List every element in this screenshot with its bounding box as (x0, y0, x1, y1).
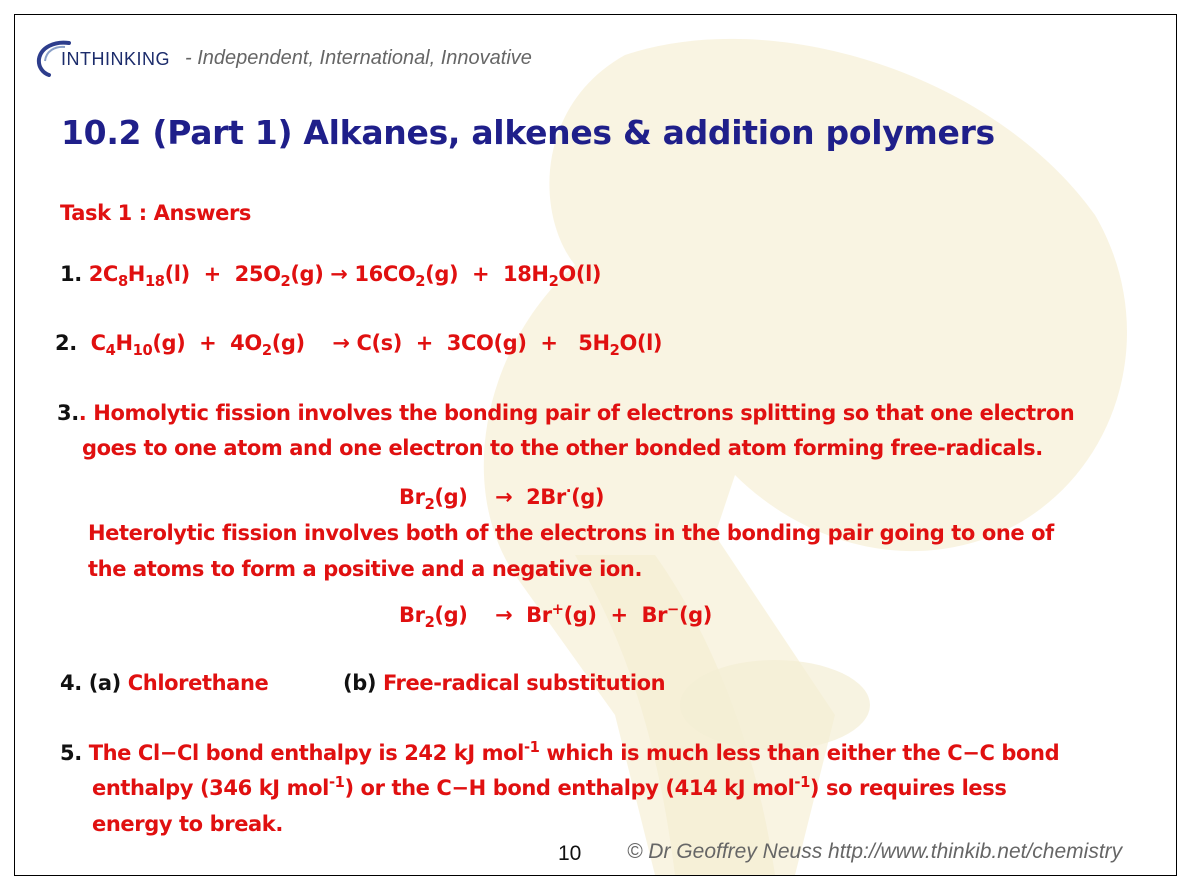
answer-2-number: 2. (55, 331, 77, 355)
task-heading: Task 1 : Answers (60, 201, 251, 225)
copyright-link[interactable]: © Dr Geoffrey Neuss http://www.thinkib.net/chemistry (627, 840, 1123, 863)
logo-text: INTHINKING (61, 49, 171, 69)
answer-5-line-2: enthalpy (346 kJ mol$^{-1}$) or the C−H bond enthalpy (414 kJ mol$^{-1}$) so requires less (92, 774, 1007, 800)
answer-3-heterolytic-line-1: Heterolytic fission involves both of the electrons in the bonding pair going to one of (88, 521, 1054, 545)
answer-3-homolytic-line-1 (57, 401, 1074, 425)
answer-5-line-3: energy to break. (92, 812, 283, 836)
answer-3-homolytic-line-2: goes to one atom and one electron to the other bonded atom forming free-radicals. (82, 436, 1043, 460)
answer-5-line-1: 5. The Cl−Cl bond enthalpy is 242 kJ mol$^{-1}$ which is much less than either the C−C bond (60, 739, 1060, 765)
homolytic-equation: $Br_2(g)$ → 2Br·(g) (399, 483, 605, 514)
answer-3-number: 3. (57, 401, 79, 425)
heterolytic-equation: $Br_2(g)$ → Br+(g) + Br−(g) (399, 601, 712, 632)
answer-5-number: 5. (60, 741, 82, 765)
homolytic-text-1: . Homolytic fission involves the bonding pair of electrons splitting so that one electron (78, 401, 1075, 425)
answer-2 (55, 331, 663, 360)
answer-4a: Chlorethane (127, 671, 269, 695)
answer-4b: Free-radical substitution (382, 671, 666, 695)
incomplete-combustion-equation-butane: $C_4H_{10}(g) + 4O_2(g)$ → $C(s) + 3CO(g) + 5H_2O(l)$ (83, 331, 663, 360)
combustion-equation-octane: $2C_8H_{18}(l) + 25O_2(g) \to 16CO_2(g) + 18H_2O(l)$ (88, 262, 602, 291)
page-title: 10.2 (Part 1) Alkanes, alkenes & addition polymers (61, 113, 995, 152)
answer-1-number: 1. (60, 262, 82, 286)
answer-4 (60, 671, 268, 695)
slide (14, 14, 1177, 876)
answer-4b-label: (b) (343, 671, 377, 695)
page-number: 10 (558, 842, 582, 865)
answer-1 (60, 262, 602, 291)
tagline: - Independent, International, Innovative (185, 47, 532, 69)
answer-3-heterolytic-line-2: the atoms to form a positive and a negative ion. (88, 557, 643, 581)
answer-4-number: 4. (a) (60, 671, 121, 695)
answer-4b-row (343, 671, 665, 695)
